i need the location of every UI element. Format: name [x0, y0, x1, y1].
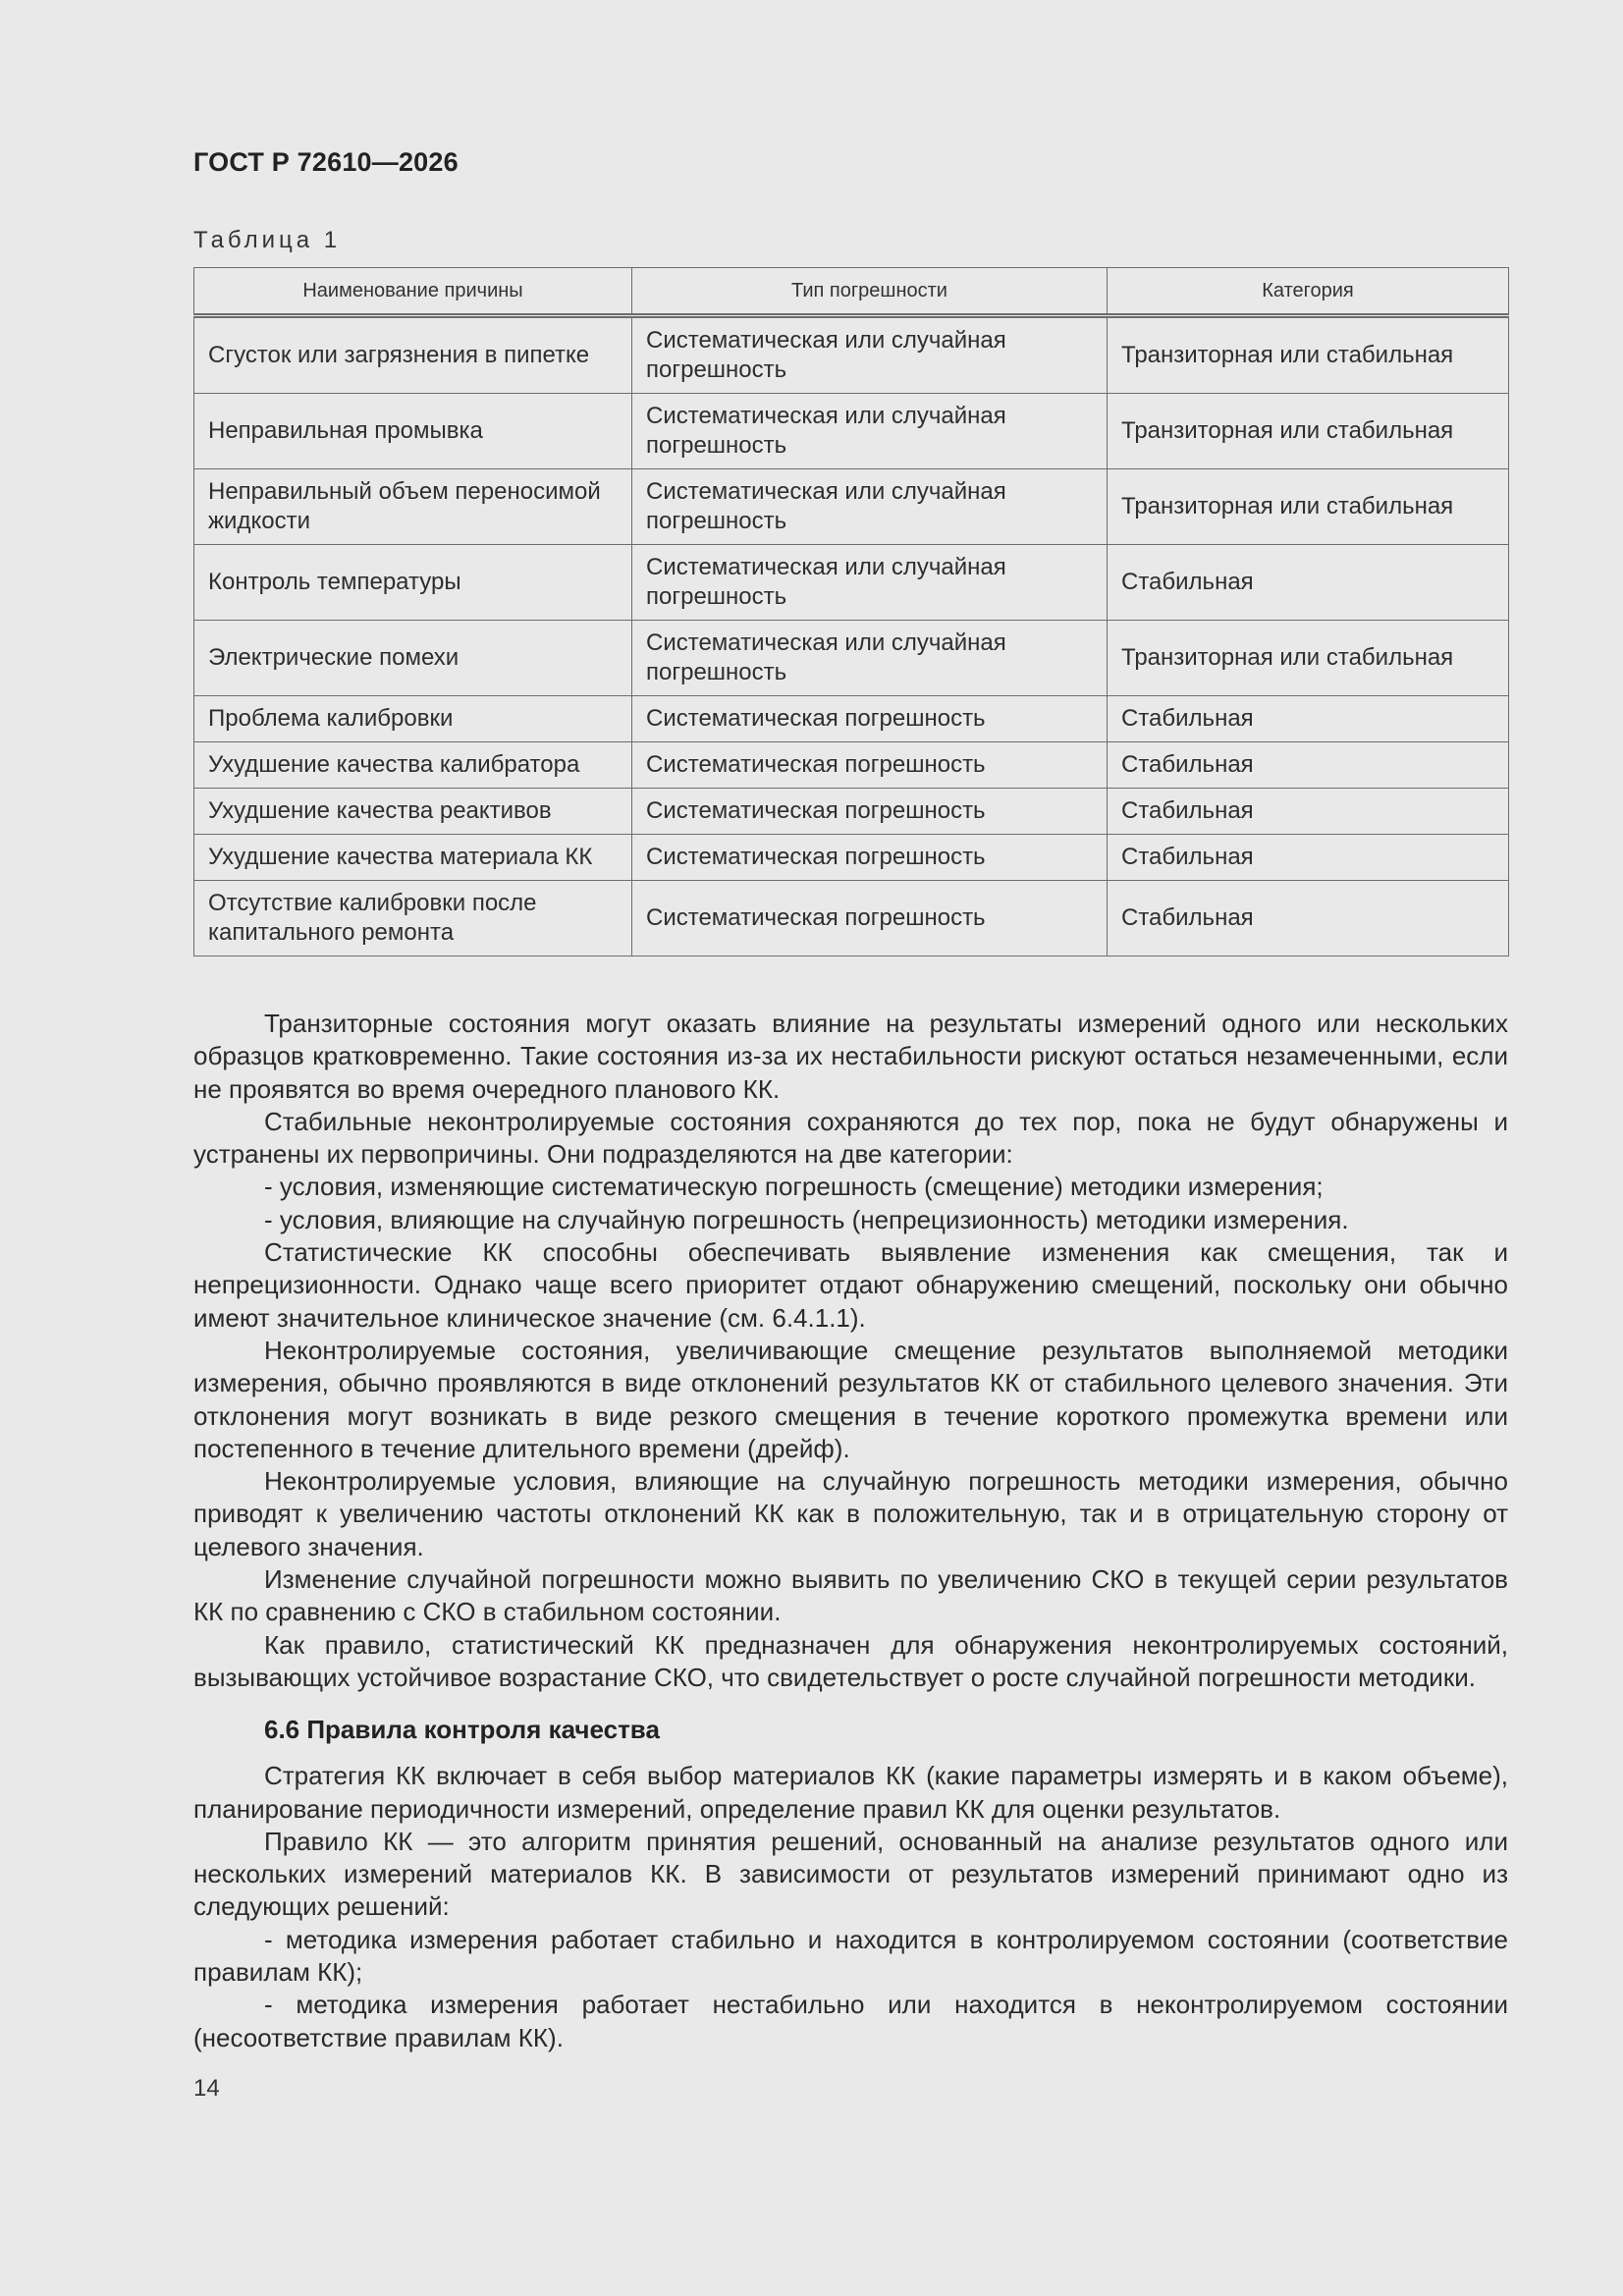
cell-cause: Ухудшение качества калибратора [194, 742, 632, 789]
cell-error-type: Систематическая погрешность [632, 789, 1108, 835]
cell-cause: Контроль температуры [194, 545, 632, 621]
cell-cause: Ухудшение качества материала КК [194, 835, 632, 881]
cell-category: Стабильная [1108, 742, 1509, 789]
paragraph: Стабильные неконтролируемые состояния сохраняются до тех пор, пока не будут обнаружены и устранены их первопричины. Они подразделяются на две категории: [193, 1106, 1508, 1170]
causes-table [193, 267, 1509, 957]
section-heading: 6.6 Правила контроля качества [264, 1715, 660, 1745]
cell-category: Транзиторная или стабильная [1108, 621, 1509, 696]
body-text [193, 1008, 1508, 2054]
cell-error-type: Систематическая или случайная погрешность [632, 621, 1108, 696]
table-row [194, 621, 1509, 696]
cell-cause: Ухудшение качества реактивов [194, 789, 632, 835]
list-item: - условия, влияющие на случайную погрешность (непрецизионность) методики измерения. [264, 1204, 1349, 1234]
cell-cause: Электрические помехи [194, 621, 632, 696]
table-row [194, 469, 1509, 545]
cell-error-type: Систематическая или случайная погрешность [632, 394, 1108, 469]
table-row [194, 835, 1509, 881]
table-row [194, 742, 1509, 789]
cell-category: Транзиторная или стабильная [1108, 316, 1509, 394]
cell-cause: Сгусток или загрязнения в пипетке [194, 316, 632, 394]
cell-cause: Проблема калибровки [194, 696, 632, 742]
cell-error-type: Систематическая погрешность [632, 742, 1108, 789]
paragraph: Неконтролируемые состояния, увеличивающие смещение результатов выполняемой методики измерения, обычно проявляются в виде отклонений результатов КК от стабильного целевого значения. Эти отклонения могут возникать в виде резкого смещения в течение короткого промежутка времени или постепенного в течение длительного времени (дрейф). [193, 1335, 1508, 1463]
paragraph: Правило КК — это алгоритм принятия решений, основанный на анализе результатов одного или нескольких измерений материалов КК. В зависимости от результатов измерений принимают одно из следующих решений: [193, 1826, 1508, 1922]
cell-error-type: Систематическая погрешность [632, 696, 1108, 742]
cell-error-type: Систематическая или случайная погрешность [632, 316, 1108, 394]
table-row [194, 789, 1509, 835]
cell-cause: Отсутствие калибровки после капитального ремонта [194, 881, 632, 957]
table-row [194, 545, 1509, 621]
list-item: - условия, изменяющие систематическую погрешность (смещение) методики измерения; [264, 1172, 1324, 1202]
page-number: 14 [193, 2075, 220, 2102]
paragraph: Изменение случайной погрешности можно выявить по увеличению СКО в текущей серии результатов КК по сравнению с СКО в стабильном состоянии. [193, 1564, 1508, 1627]
paragraph: Транзиторные состояния могут оказать влияние на результаты измерений одного или нескольких образцов кратковременно. Такие состояния из-за их нестабильности рискуют остаться незамеченными, если не проявятся во время очередного планового КК. [193, 1009, 1508, 1104]
list-item: - методика измерения работает нестабильно или находится в неконтролируемом состоянии (несоответствие правилам КК). [193, 1990, 1508, 2052]
standard-id-header: ГОСТ Р 72610—2026 [193, 147, 459, 177]
table-header-row [194, 268, 1509, 316]
cell-category: Транзиторная или стабильная [1108, 394, 1509, 469]
table-row [194, 394, 1509, 469]
cell-error-type: Систематическая погрешность [632, 881, 1108, 957]
paragraph: Статистические КК способны обеспечивать выявление изменения как смещения, так и непрецизионности. Однако чаще всего приоритет отдают обнаружению смещений, поскольку они обычно имеют значительное клиническое значение (см. 6.4.1.1). [193, 1237, 1508, 1333]
cell-category: Стабильная [1108, 696, 1509, 742]
cell-category: Стабильная [1108, 545, 1509, 621]
table-row [194, 696, 1509, 742]
column-header-cause: Наименование причины [194, 268, 632, 316]
cell-error-type: Систематическая погрешность [632, 835, 1108, 881]
column-header-error-type: Тип погрешности [632, 268, 1108, 316]
column-header-category: Категория [1108, 268, 1509, 316]
paragraph: Неконтролируемые условия, влияющие на случайную погрешность методики измерения, обычно приводят к увеличению частоты отклонений КК как в положительную, так и в отрицательную сторону от целевого значения. [193, 1466, 1508, 1561]
list-item: - методика измерения работает стабильно и находится в контролируемом состоянии (соответствие правилам КК); [193, 1924, 1508, 1988]
cell-cause: Неправильный объем переносимой жидкости [194, 469, 632, 545]
paragraph: Как правило, статистический КК предназначен для обнаружения неконтролируемых состояний, вызывающих устойчивое возрастание СКО, что свидетельствует о росте случайной погрешности методики. [193, 1629, 1508, 1692]
cell-error-type: Систематическая или случайная погрешность [632, 469, 1108, 545]
table-row [194, 316, 1509, 394]
paragraph: Стратегия КК включает в себя выбор материалов КК (какие параметры измерять и в каком объеме), планирование периодичности измерений, определение правил КК для оценки результатов. [193, 1761, 1508, 1824]
table-row [194, 881, 1509, 957]
cell-error-type: Систематическая или случайная погрешность [632, 545, 1108, 621]
cell-category: Транзиторная или стабильная [1108, 469, 1509, 545]
table-caption: Таблица 1 [193, 227, 342, 253]
cell-cause: Неправильная промывка [194, 394, 632, 469]
cell-category: Стабильная [1108, 835, 1509, 881]
cell-category: Стабильная [1108, 789, 1509, 835]
cell-category: Стабильная [1108, 881, 1509, 957]
